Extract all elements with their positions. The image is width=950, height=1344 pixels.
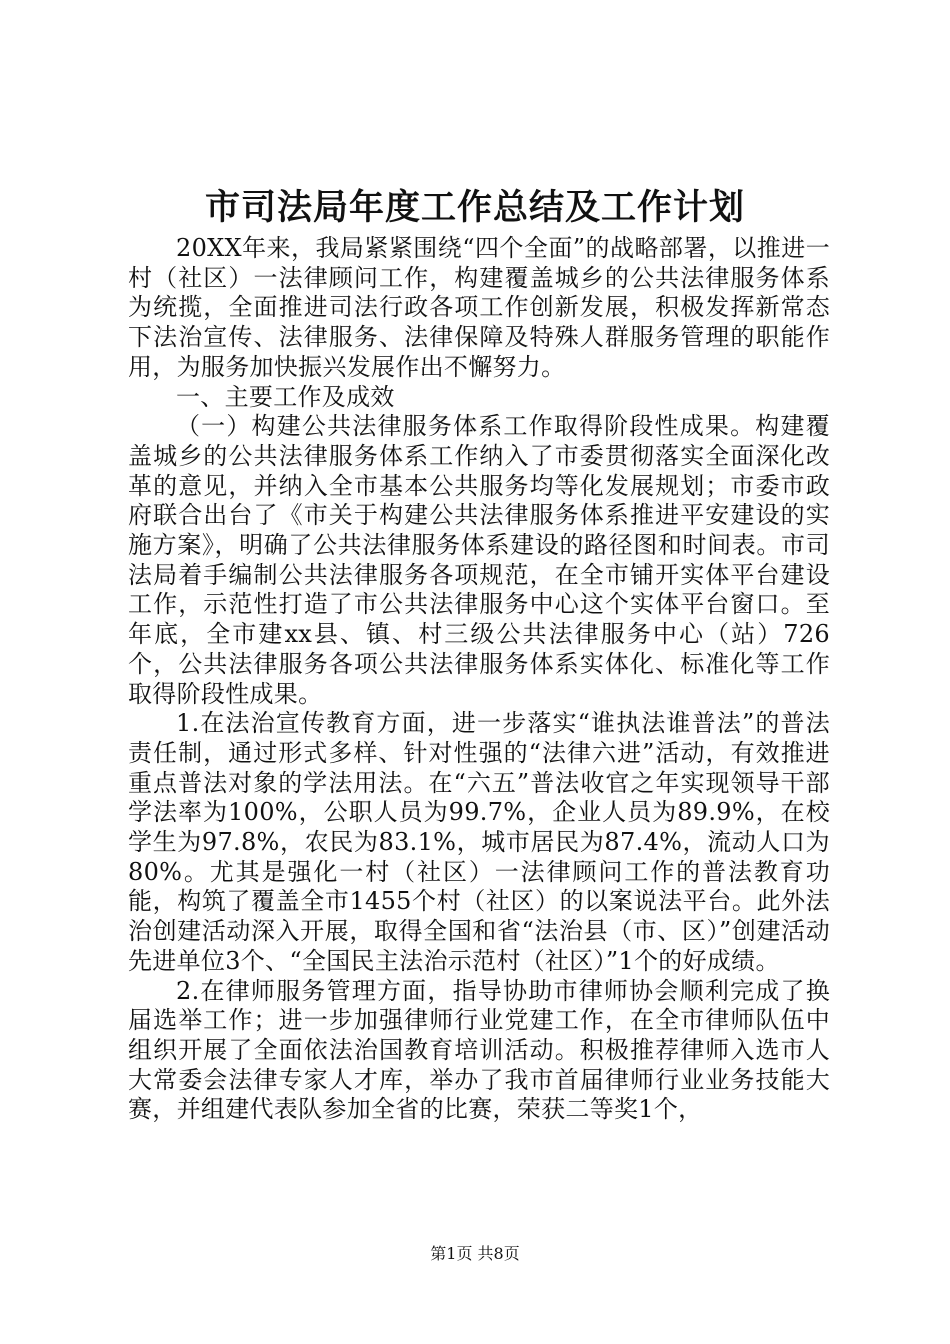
page-footer: 第1页 共8页 bbox=[430, 1244, 520, 1263]
section-heading: 一、主要工作及成效 bbox=[176, 382, 395, 411]
document-title: 市司法局年度工作总结及工作计划 bbox=[204, 187, 745, 228]
intro-paragraph: 20XX年来，我局紧紧围绕“四个全面”的战略部署，以推进一村（社区）一法律顾问工作，构建覆盖城乡的公共法律服务体系为统揽，全面推进司法行政各项工作创新发展，积极发挥新常态下法治宣传、法律服务、法律保障及特殊人群服务管理的职能作用，为服务加快振兴发展作出不懈努力。 bbox=[128, 234, 830, 381]
item-paragraph-2: 2.在律师服务管理方面，指导协助市律师协会顺利完成了换届选举工作；进一步加强律师行业党建工作，在全市律师队伍中组织开展了全面依法治国教育培训活动。积极推荐律师入选市人大常委会法律专家人才库，举办了我市首届律师行业业务技能大赛，并组建代表队参加全省的比赛，荣获二等奖1个， bbox=[128, 976, 830, 1124]
item-paragraph-1: 1.在法治宣传教育方面，进一步落实“谁执法谁普法”的普法责任制，通过形式多样、针对性强的“法律六进”活动，有效推进重点普法对象的学法用法。在“六五”普法收官之年实现领导干部学法率为100%，公职人员为99.7%，企业人员为89.9%，在校学生为97.8%，农民为83.1%，城市居民为87.4%，流动人口为80%。尤其是强化一村（社区）一法律顾问工作的普法教育功能，构筑了覆盖全市1455个村（社区）的以案说法平台。此外法治创建活动深入开展，取得全国和省“法治县（市、区）”创建活动先进单位3个、“全国民主法治示范村（社区）”1个的好成绩。 bbox=[128, 709, 830, 975]
subsection-paragraph: （一）构建公共法律服务体系工作取得阶段性成果。构建覆盖城乡的公共法律服务体系工作纳入了市委贯彻落实全面深化改革的意见，并纳入全市基本公共服务均等化发展规划；市委市政府联合出台了《市关于构建公共法律服务体系推进平安建设的实施方案》，明确了公共法律服务体系建设的路径图和时间表。市司法局着手编制公共法律服务各项规范，在全市铺开实体平台建设工作，示范性打造了市公共法律服务中心这个实体平台窗口。至年底，全市建xx县、镇、村三级公共法律服务中心（站）726个，公共法律服务各项公共法律服务体系实体化、标准化等工作取得阶段性成果。 bbox=[128, 412, 830, 708]
document-body bbox=[128, 234, 830, 1125]
